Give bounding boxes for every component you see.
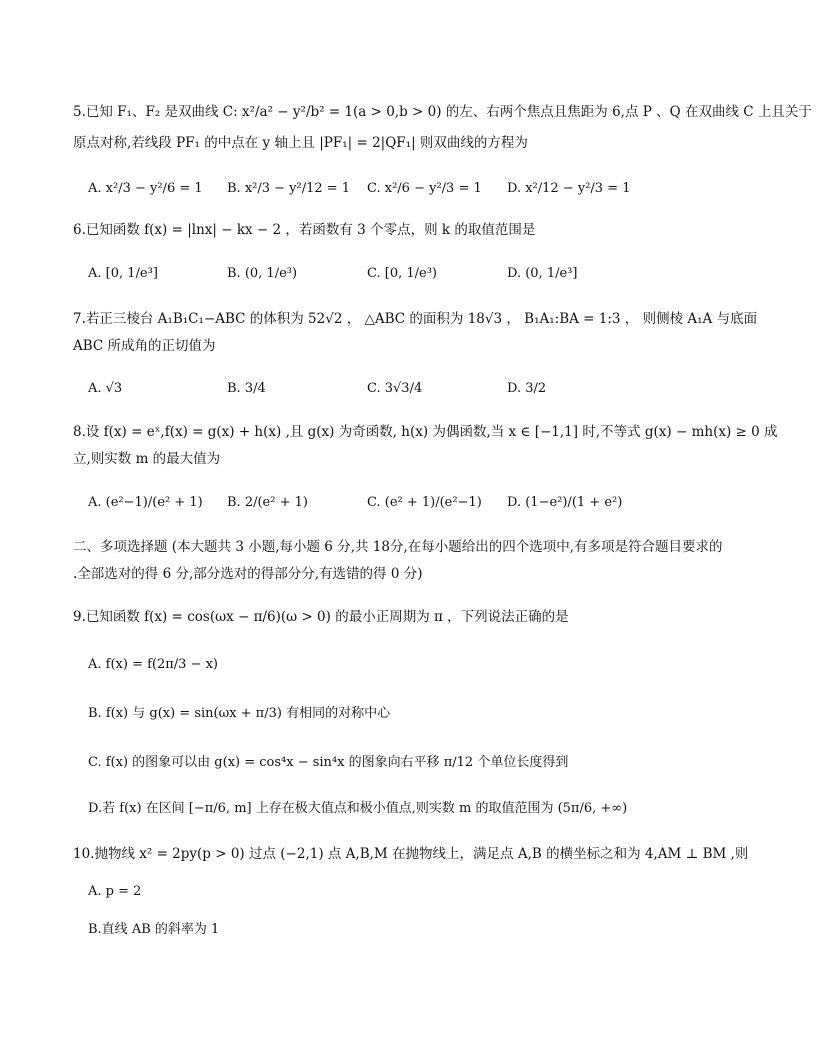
question-5-option-b: B. x²/3 − y²/12 = 1 <box>227 181 351 196</box>
question-6-option-a: A. [0, 1/e³] <box>88 266 158 281</box>
question-7-stem-line1: 7.若正三棱台 A₁B₁C₁−ABC 的体积为 52√2 ， △ABC 的面积为 18√3 ， B₁A₁:BA = 1:3 ， 则侧棱 A₁A 与底面 <box>73 311 758 327</box>
question-8-option-a: A. (e²−1)/(e² + 1) <box>88 495 203 510</box>
question-9-option-d: D.若 f(x) 在区间 [−π/6, m] 上存在极大值点和极小值点,则实数 m 的取值范围为 (5π/6, +∞) <box>88 801 628 816</box>
question-6-option-c: C. [0, 1/e³) <box>367 266 437 281</box>
question-10-option-a: A. p = 2 <box>88 884 142 899</box>
question-6-stem: 6.已知函数 f(x) = |lnx| − kx − 2 ，若函数有 3 个零点，则 k 的取值范围是 <box>73 222 536 238</box>
question-8-option-b: B. 2/(e² + 1) <box>227 495 308 510</box>
question-9-stem: 9.已知函数 f(x) = cos(ωx − π/6)(ω > 0) 的最小正周期为 π ，下列说法正确的是 <box>73 609 569 625</box>
question-7-option-d: D. 3/2 <box>507 381 547 396</box>
question-8-option-d: D. (1−e²)/(1 + e²) <box>507 495 623 510</box>
question-6-option-d: D. (0, 1/e³] <box>507 266 578 281</box>
question-6-option-b: B. (0, 1/e³) <box>227 266 298 281</box>
question-8-stem-line1: 8.设 f(x) = eˣ,f(x) = g(x) + h(x) ,且 g(x) 为奇函数, h(x) 为偶函数,当 x ∈ [−1,1] 时,不等式 g(x) − mh(x) ≥ 0 成 <box>73 424 778 440</box>
section-2-heading-line1: 二、多项选择题 (本大题共 3 小题,每小题 6 分,共 18分,在每小题给出的四个选项中,有多项是符合题目要求的 <box>73 539 723 555</box>
question-8-stem-line2: 立,则实数 m 的最大值为 <box>73 451 221 467</box>
question-10-stem: 10.抛物线 x² = 2py(p > 0) 过点 (−2,1) 点 A,B,M 在抛物线上，满足点 A,B 的横坐标之和为 4,AM ⊥ BM ,则 <box>73 846 749 862</box>
question-7-stem-line2: ABC 所成角的正切值为 <box>73 338 216 354</box>
question-5-option-a: A. x²/3 − y²/6 = 1 <box>88 181 203 196</box>
question-9-option-c: C. f(x) 的图象可以由 g(x) = cos⁴x − sin⁴x 的图象向右平移 π/12 个单位长度得到 <box>88 755 569 770</box>
question-7-option-c: C. 3√3/4 <box>367 381 423 396</box>
question-7-option-b: B. 3/4 <box>227 381 266 396</box>
question-9-option-b: B. f(x) 与 g(x) = sin(ωx + π/3) 有相同的对称中心 <box>88 706 391 721</box>
question-8-option-c: C. (e² + 1)/(e²−1) <box>367 495 482 510</box>
question-7-option-a: A. √3 <box>88 381 123 396</box>
question-5-option-d: D. x²/12 − y²/3 = 1 <box>507 181 631 196</box>
section-2-heading-line2: .全部选对的得 6 分,部分选对的得部分分,有选错的得 0 分) <box>73 566 423 582</box>
question-5-stem-line1: 5.已知 F₁、F₂ 是双曲线 C: x²/a² − y²/b² = 1(a > 0,b > 0) 的左、右两个焦点且焦距为 6,点 P 、Q 在双曲线 C 上且关于 <box>73 104 812 120</box>
question-10-option-b: B.直线 AB 的斜率为 1 <box>88 922 220 937</box>
question-5-option-c: C. x²/6 − y²/3 = 1 <box>367 181 482 196</box>
question-9-option-a: A. f(x) = f(2π/3 − x) <box>88 657 219 672</box>
question-5-stem-line2: 原点对称,若线段 PF₁ 的中点在 y 轴上且 |PF₁| = 2|QF₁| 则双曲线的方程为 <box>73 135 528 151</box>
